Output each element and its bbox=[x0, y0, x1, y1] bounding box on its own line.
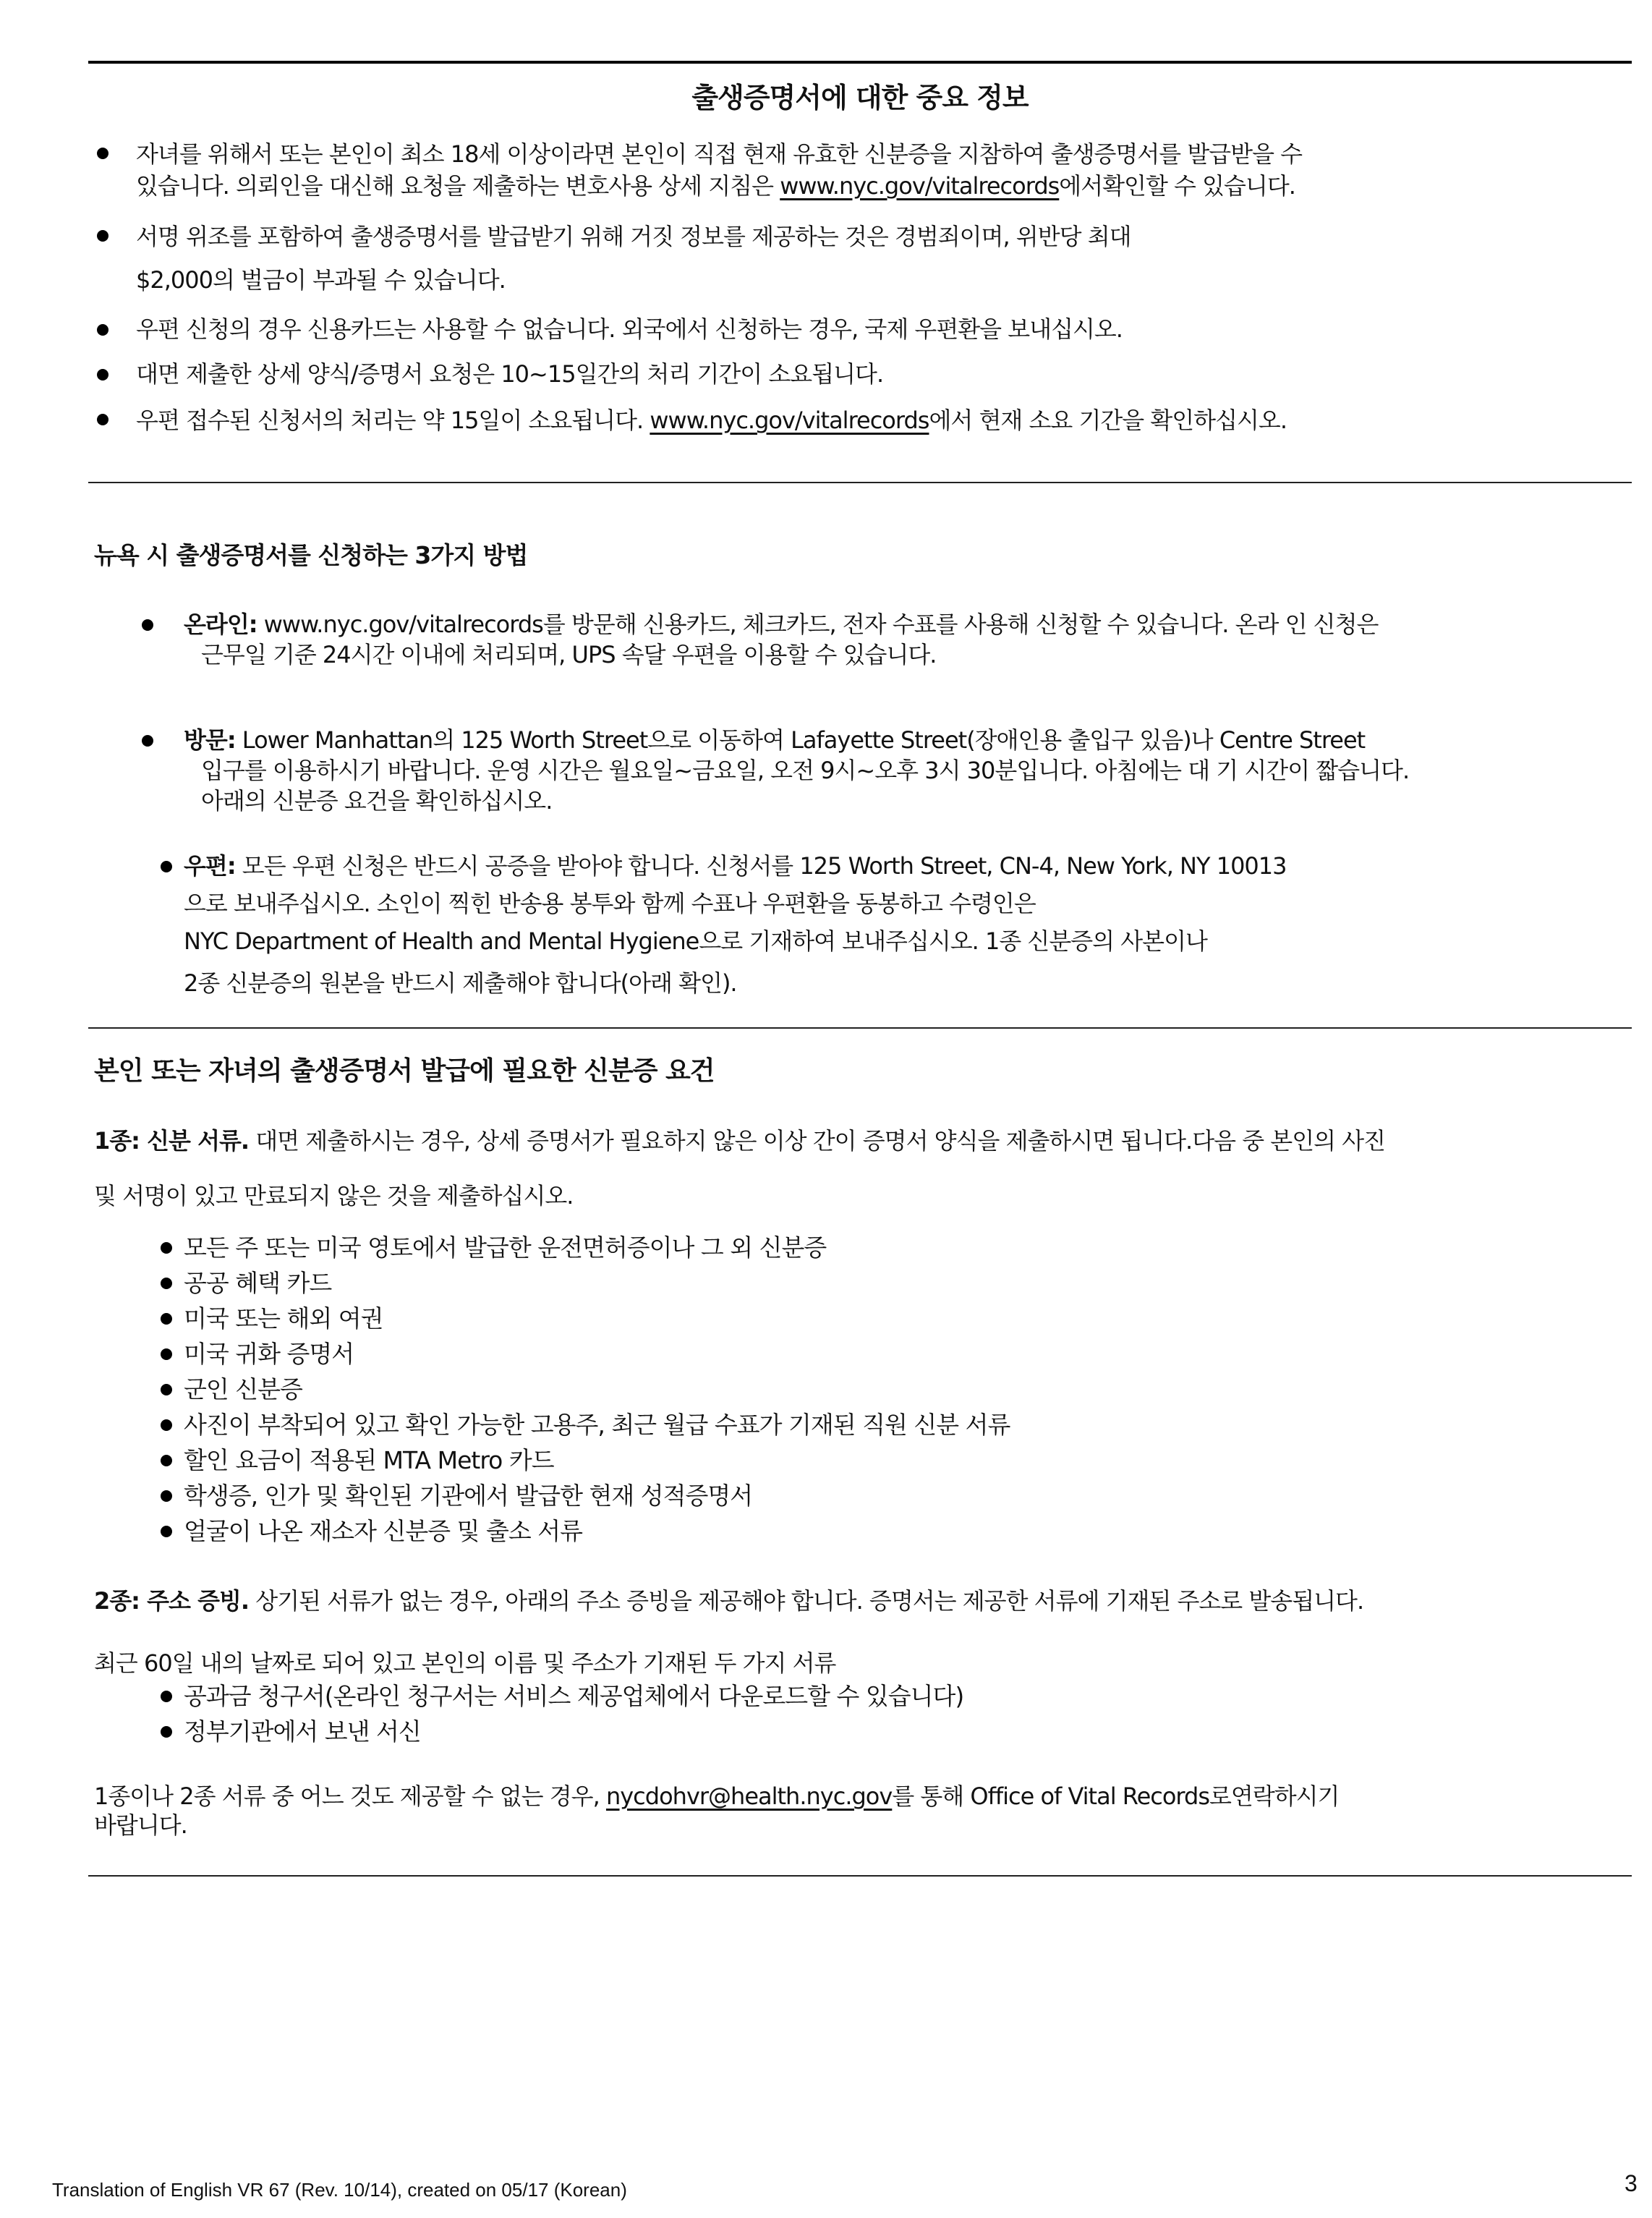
in-person-line2: 입구를 이용하시기 바랍니다. 운영 시간은 월요일~금요일, 오전 9시~오후 3시 30분입니다. 아침에는 대 기 시간이 짧습니다. bbox=[201, 757, 1410, 784]
bullet-dot bbox=[161, 1242, 172, 1254]
mail-line1 bbox=[184, 849, 1287, 883]
list-item-text: 공과금 청구서(온라인 청구서는 서비스 제공업체에서 다운로드할 수 있습니다) bbox=[184, 1682, 964, 1710]
mail-line2: 으로 보내주십시오. 소인이 찍힌 반송용 봉투와 함께 수표나 우편환을 동봉하고 수령인은 bbox=[184, 890, 1036, 917]
list-item-text: 미국 귀화 증명서 bbox=[184, 1340, 354, 1368]
mail-line3: NYC Department of Health and Mental Hygiene으로 기재하여 보내주십시오. 1종 신분증의 사본이나 bbox=[184, 927, 1207, 955]
list-item bbox=[161, 1230, 1010, 1265]
info-item-1-text: 있습니다. 의뢰인을 대신해 요청을 제출하는 변호사용 상세 지침은 bbox=[136, 172, 780, 200]
online-line2: 근무일 기준 24시간 이내에 처리되며, UPS 속달 우편을 이용할 수 있습니다. bbox=[201, 641, 937, 668]
list-item-text: 미국 또는 해외 여권 bbox=[184, 1304, 383, 1333]
section-rule-3 bbox=[88, 1875, 1632, 1877]
bullet-dot bbox=[161, 1726, 172, 1738]
info-item-1-line2 bbox=[136, 169, 1295, 203]
bullet-mail bbox=[161, 861, 172, 872]
type2-intro: 최근 60일 내의 날짜로 되어 있고 본인의 이름 및 주소가 기재된 두 가지 서류 bbox=[94, 1649, 836, 1677]
list-item bbox=[161, 1714, 963, 1749]
bullet-dot bbox=[161, 1313, 172, 1325]
top-rule bbox=[88, 61, 1632, 64]
type2-text: 상기된 서류가 없는 경우, 아래의 주소 증빙을 제공해야 합니다. 증명서는 제공한 서류에 기재된 주소로 발송됩니다. bbox=[249, 1587, 1364, 1615]
list-item bbox=[161, 1513, 1010, 1549]
list-item bbox=[161, 1336, 1010, 1372]
info-item-3: 우편 신청의 경우 신용카드는 사용할 수 없습니다. 외국에서 신청하는 경우, 국제 우편환을 보내십시오. bbox=[136, 315, 1123, 343]
list-item bbox=[161, 1407, 1010, 1442]
list-item bbox=[161, 1442, 1010, 1478]
in-person-line3: 아래의 신분증 요건을 확인하십시오. bbox=[201, 787, 553, 815]
list-item-text: 공공 혜택 카드 bbox=[184, 1269, 332, 1297]
info-item-5 bbox=[136, 404, 1287, 437]
mail-label: 우편: bbox=[184, 852, 236, 880]
info-item-4: 대면 제출한 상세 양식/증명서 요청은 10~15일간의 처리 기간이 소요됩니다. bbox=[136, 360, 884, 388]
bullet-2 bbox=[97, 230, 108, 242]
contact-email-link[interactable]: nycdohvr@health.nyc.gov bbox=[605, 1783, 893, 1810]
list-item-text: 할인 요금이 적용된 MTA Metro 카드 bbox=[184, 1446, 554, 1474]
mail-line4: 2종 신분증의 원본을 반드시 제출해야 합니다(아래 확인). bbox=[184, 969, 737, 997]
online-line1 bbox=[184, 608, 1622, 641]
type2-line bbox=[94, 1584, 1363, 1618]
type1-text: 대면 제출하시는 경우, 상세 증명서가 필요하지 않은 이상 간이 증명서 양식을 제출하시면 됩니다.다음 중 본인의 사진 bbox=[249, 1127, 1386, 1155]
list-item-text: 사진이 부착되어 있고 확인 가능한 고용주, 최근 월급 수표가 기재된 직원 신분 서류 bbox=[184, 1411, 1010, 1439]
list-item bbox=[161, 1265, 1010, 1301]
ways-heading: 뉴욕 시 출생증명서를 신청하는 3가지 방법 bbox=[94, 541, 528, 569]
section-rule-1 bbox=[88, 482, 1632, 483]
bullet-4 bbox=[97, 369, 108, 381]
contact-text-after: 를 통해 Office of Vital Records로연락하시기 bbox=[892, 1783, 1340, 1810]
in-person-label: 방문: bbox=[184, 726, 236, 754]
info-item-1-text-after: 에서확인할 수 있습니다. bbox=[1059, 172, 1295, 200]
list-item bbox=[161, 1301, 1010, 1336]
mail-text: 모든 우편 신청은 반드시 공증을 받아야 합니다. 신청서를 125 Worth Street, CN-4, New York, NY 10013 bbox=[235, 852, 1287, 880]
online-text: www.nyc.gov/vitalrecords를 방문해 신용카드, 체크카드, 전자 수표를 사용해 신청할 수 있습니다. 온라 인 신청은 bbox=[257, 611, 1379, 638]
bullet-in-person bbox=[142, 735, 153, 747]
contact-line2: 바랍니다. bbox=[94, 1811, 187, 1839]
type1-label: 1종: 신분 서류. bbox=[94, 1127, 250, 1155]
section-rule-2 bbox=[88, 1027, 1632, 1029]
in-person-line1 bbox=[184, 723, 1622, 757]
page-number: 3 bbox=[1625, 2170, 1638, 2196]
type1-line2: 및 서명이 있고 만료되지 않은 것을 제출하십시오. bbox=[94, 1182, 574, 1210]
list-item-text: 정부기관에서 보낸 서신 bbox=[184, 1717, 421, 1746]
list-item-text: 학생증, 인가 및 확인된 기관에서 발급한 현재 성적증명서 bbox=[184, 1482, 753, 1510]
bullet-dot bbox=[161, 1526, 172, 1537]
bullet-1 bbox=[97, 148, 108, 159]
bullet-dot bbox=[161, 1384, 172, 1395]
id-heading: 본인 또는 자녀의 출생증명서 발급에 필요한 신분증 요건 bbox=[94, 1056, 715, 1086]
list-item bbox=[161, 1478, 1010, 1513]
list-item-text: 얼굴이 나온 재소자 신분증 및 출소 서류 bbox=[184, 1517, 582, 1545]
info-item-2-line1: 서명 위조를 포함하여 출생증명서를 발급받기 위해 거짓 정보를 제공하는 것은 경범죄이며, 위반당 최대 bbox=[136, 223, 1131, 250]
in-person-text: Lower Manhattan의 125 Worth Street으로 이동하여 Lafayette Street(장애인용 출입구 있음)나 Centre Street bbox=[235, 726, 1366, 754]
type2-label: 2종: 주소 증빙. bbox=[94, 1587, 250, 1615]
bullet-5 bbox=[97, 414, 108, 425]
contact-text: 1종이나 2종 서류 중 어느 것도 제공할 수 없는 경우, bbox=[94, 1783, 606, 1810]
type1-list bbox=[161, 1230, 1010, 1549]
info-item-5-text: 우편 접수된 신청서의 처리는 약 15일이 소요됩니다. bbox=[136, 407, 650, 434]
type1-line1 bbox=[94, 1124, 1580, 1157]
bullet-dot bbox=[161, 1278, 172, 1289]
info-item-5-text-after: 에서 현재 소요 기간을 확인하십시오. bbox=[929, 407, 1287, 434]
vitalrecords-link-2[interactable]: www.nyc.gov/vitalrecords bbox=[650, 407, 929, 434]
page-title: 출생증명서에 대한 중요 정보 bbox=[691, 82, 1029, 114]
bullet-3 bbox=[97, 324, 108, 336]
type2-list bbox=[161, 1678, 963, 1749]
bullet-dot bbox=[161, 1490, 172, 1502]
bullet-online bbox=[142, 619, 153, 631]
list-item-text: 모든 주 또는 미국 영토에서 발급한 운전면허증이나 그 외 신분증 bbox=[184, 1233, 827, 1262]
list-item bbox=[161, 1372, 1010, 1407]
footer-text: Translation of English VR 67 (Rev. 10/14), created on 05/17 (Korean) bbox=[52, 2179, 627, 2201]
info-item-1-line1: 자녀를 위해서 또는 본인이 최소 18세 이상이라면 본인이 직접 현재 유효한 신분증을 지참하여 출생증명서를 발급받을 수 bbox=[136, 140, 1303, 168]
list-item-text: 군인 신분증 bbox=[184, 1375, 302, 1403]
online-label: 온라인: bbox=[184, 611, 257, 638]
bullet-dot bbox=[161, 1455, 172, 1466]
contact-line1 bbox=[94, 1780, 1339, 1813]
bullet-dot bbox=[161, 1419, 172, 1431]
vitalrecords-link[interactable]: www.nyc.gov/vitalrecords bbox=[780, 172, 1060, 200]
bullet-dot bbox=[161, 1691, 172, 1702]
list-item bbox=[161, 1678, 963, 1714]
bullet-dot bbox=[161, 1348, 172, 1360]
info-item-2-line2: $2,000의 벌금이 부과될 수 있습니다. bbox=[136, 266, 506, 294]
